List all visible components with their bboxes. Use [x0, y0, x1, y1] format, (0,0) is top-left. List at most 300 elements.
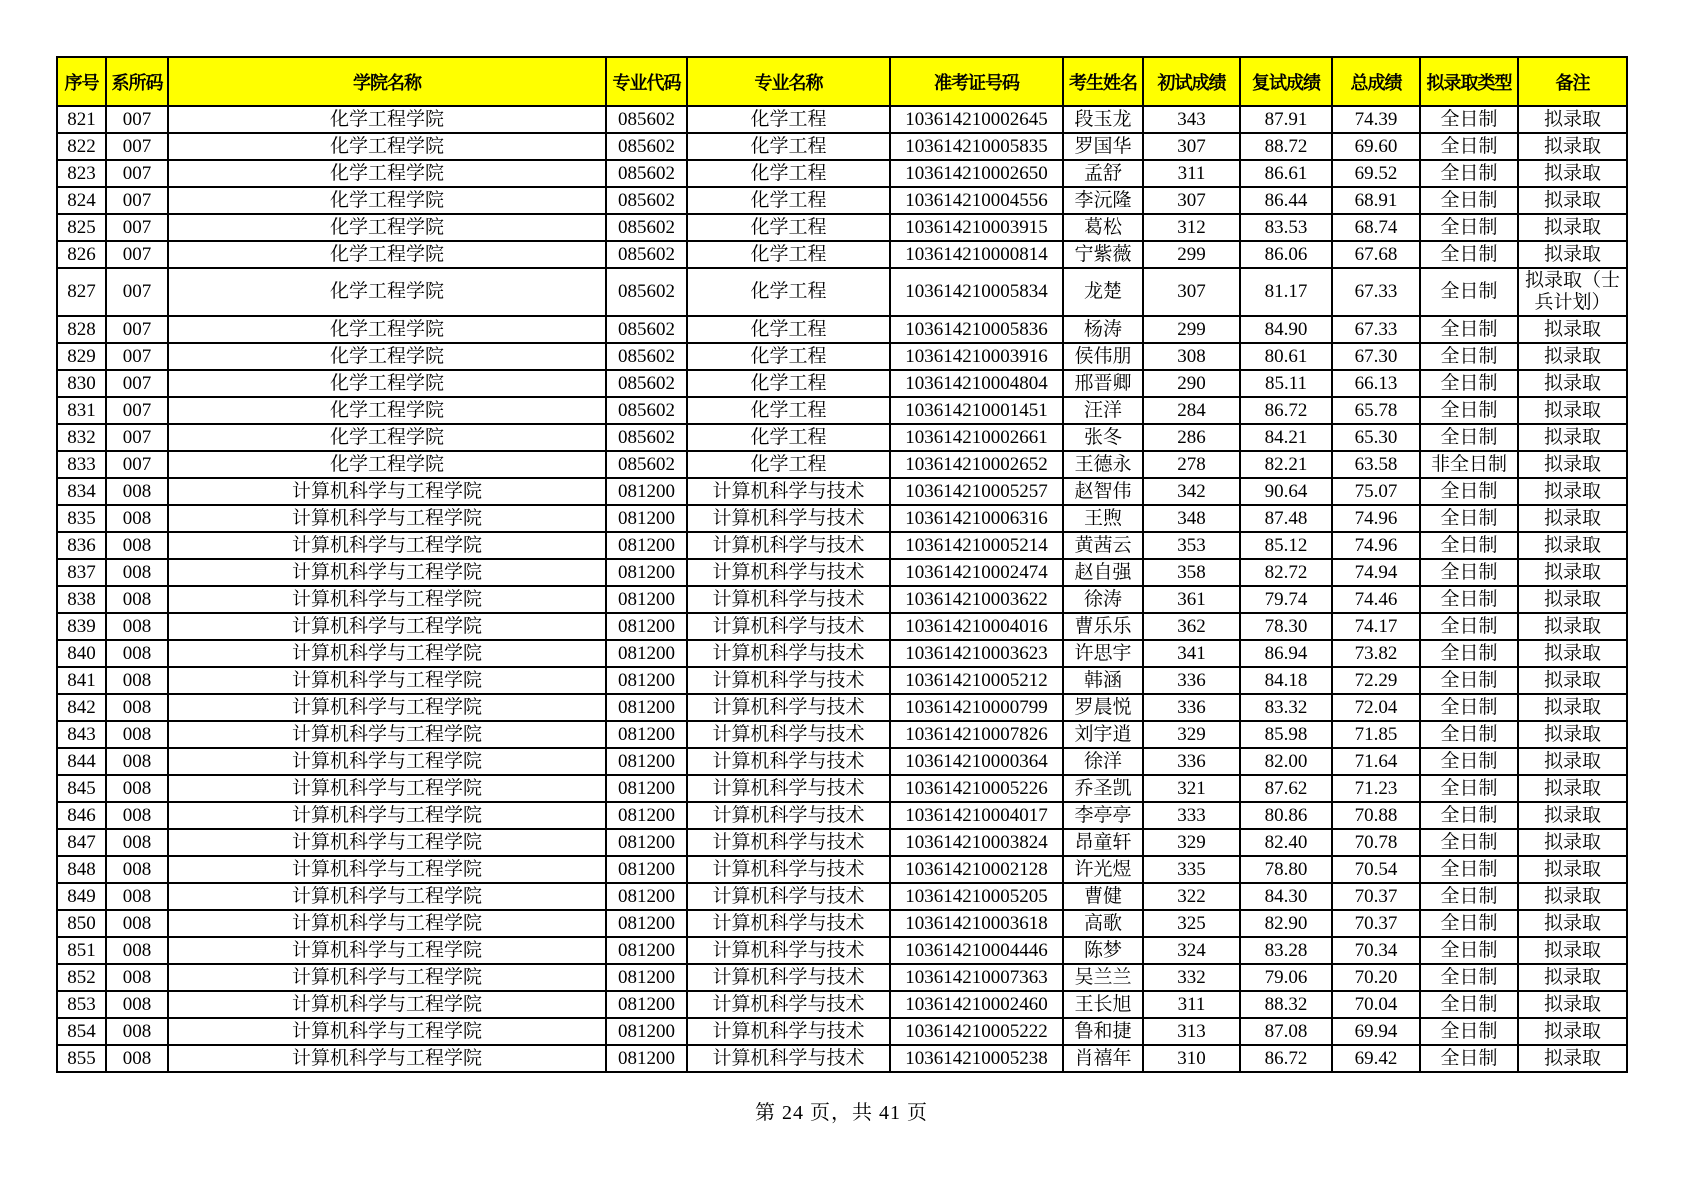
cell-retest-score: 80.86 [1240, 802, 1332, 829]
cell-total-score: 67.33 [1332, 268, 1420, 316]
cell-admission-type: 全日制 [1420, 478, 1518, 505]
cell-major-code: 081200 [606, 478, 687, 505]
cell-dept-code: 008 [106, 802, 168, 829]
cell-student-name: 徐洋 [1063, 748, 1143, 775]
cell-admission-type: 全日制 [1420, 829, 1518, 856]
cell-dept-code: 007 [106, 451, 168, 478]
cell-total-score: 69.94 [1332, 1018, 1420, 1045]
cell-admission-type: 全日制 [1420, 424, 1518, 451]
cell-initial-score: 311 [1143, 160, 1240, 187]
cell-initial-score: 286 [1143, 424, 1240, 451]
cell-dept-code: 007 [106, 316, 168, 343]
cell-major-name: 计算机科学与技术 [687, 532, 890, 559]
table-row [57, 829, 1627, 856]
cell-dept-code: 007 [106, 160, 168, 187]
cell-exam-id: 103614210004804 [890, 370, 1063, 397]
cell-student-name: 曹健 [1063, 883, 1143, 910]
cell-remark: 拟录取（士兵计划） [1518, 268, 1627, 316]
cell-college-name: 化学工程学院 [168, 451, 606, 478]
cell-exam-id: 103614210002128 [890, 856, 1063, 883]
cell-initial-score: 329 [1143, 829, 1240, 856]
cell-major-name: 计算机科学与技术 [687, 991, 890, 1018]
cell-initial-score: 307 [1143, 268, 1240, 316]
table-row [57, 424, 1627, 451]
cell-major-code: 081200 [606, 640, 687, 667]
cell-retest-score: 86.06 [1240, 241, 1332, 268]
cell-retest-score: 84.21 [1240, 424, 1332, 451]
cell-seq: 840 [57, 640, 106, 667]
cell-total-score: 69.42 [1332, 1045, 1420, 1072]
cell-student-name: 昂童轩 [1063, 829, 1143, 856]
cell-dept-code: 008 [106, 721, 168, 748]
cell-seq: 834 [57, 478, 106, 505]
cell-seq: 835 [57, 505, 106, 532]
cell-seq: 841 [57, 667, 106, 694]
cell-initial-score: 362 [1143, 613, 1240, 640]
cell-major-code: 081200 [606, 613, 687, 640]
cell-major-name: 化学工程 [687, 268, 890, 316]
cell-student-name: 王长旭 [1063, 991, 1143, 1018]
cell-college-name: 计算机科学与工程学院 [168, 613, 606, 640]
cell-college-name: 化学工程学院 [168, 397, 606, 424]
cell-retest-score: 87.48 [1240, 505, 1332, 532]
cell-exam-id: 103614210003915 [890, 214, 1063, 241]
cell-admission-type: 全日制 [1420, 910, 1518, 937]
cell-major-code: 085602 [606, 214, 687, 241]
cell-student-name: 陈梦 [1063, 937, 1143, 964]
cell-college-name: 化学工程学院 [168, 316, 606, 343]
cell-seq: 838 [57, 586, 106, 613]
cell-remark: 拟录取 [1518, 343, 1627, 370]
cell-dept-code: 008 [106, 748, 168, 775]
table-row [57, 613, 1627, 640]
cell-college-name: 计算机科学与工程学院 [168, 856, 606, 883]
cell-remark: 拟录取 [1518, 214, 1627, 241]
cell-remark: 拟录取 [1518, 316, 1627, 343]
cell-major-name: 计算机科学与技术 [687, 964, 890, 991]
cell-college-name: 计算机科学与工程学院 [168, 478, 606, 505]
cell-remark: 拟录取 [1518, 397, 1627, 424]
cell-exam-id: 103614210006316 [890, 505, 1063, 532]
cell-exam-id: 103614210002652 [890, 451, 1063, 478]
cell-exam-id: 103614210000364 [890, 748, 1063, 775]
cell-exam-id: 103614210005205 [890, 883, 1063, 910]
cell-exam-id: 103614210007363 [890, 964, 1063, 991]
cell-retest-score: 85.98 [1240, 721, 1332, 748]
cell-college-name: 计算机科学与工程学院 [168, 937, 606, 964]
cell-seq: 831 [57, 397, 106, 424]
cell-remark: 拟录取 [1518, 613, 1627, 640]
table-row [57, 343, 1627, 370]
cell-seq: 853 [57, 991, 106, 1018]
cell-major-code: 081200 [606, 910, 687, 937]
cell-seq: 832 [57, 424, 106, 451]
cell-dept-code: 007 [106, 241, 168, 268]
cell-seq: 837 [57, 559, 106, 586]
cell-major-name: 化学工程 [687, 370, 890, 397]
cell-major-name: 计算机科学与技术 [687, 856, 890, 883]
table-row [57, 667, 1627, 694]
cell-total-score: 71.85 [1332, 721, 1420, 748]
cell-major-code: 081200 [606, 991, 687, 1018]
cell-dept-code: 008 [106, 964, 168, 991]
cell-exam-id: 103614210005257 [890, 478, 1063, 505]
cell-remark: 拟录取 [1518, 802, 1627, 829]
cell-major-name: 计算机科学与技术 [687, 559, 890, 586]
cell-initial-score: 307 [1143, 187, 1240, 214]
cell-remark: 拟录取 [1518, 775, 1627, 802]
cell-remark: 拟录取 [1518, 640, 1627, 667]
cell-total-score: 74.94 [1332, 559, 1420, 586]
table-row [57, 187, 1627, 214]
cell-remark: 拟录取 [1518, 424, 1627, 451]
column-header-retest-score: 复试成绩 [1240, 57, 1332, 106]
cell-college-name: 化学工程学院 [168, 241, 606, 268]
cell-initial-score: 342 [1143, 478, 1240, 505]
cell-exam-id: 103614210005835 [890, 133, 1063, 160]
cell-admission-type: 全日制 [1420, 370, 1518, 397]
cell-major-name: 计算机科学与技术 [687, 829, 890, 856]
cell-major-code: 085602 [606, 424, 687, 451]
cell-seq: 844 [57, 748, 106, 775]
cell-student-name: 鲁和捷 [1063, 1018, 1143, 1045]
table-row [57, 316, 1627, 343]
cell-exam-id: 103614210001451 [890, 397, 1063, 424]
cell-student-name: 王德永 [1063, 451, 1143, 478]
cell-dept-code: 008 [106, 532, 168, 559]
cell-remark: 拟录取 [1518, 748, 1627, 775]
cell-seq: 847 [57, 829, 106, 856]
cell-retest-score: 82.72 [1240, 559, 1332, 586]
table-row [57, 802, 1627, 829]
cell-seq: 822 [57, 133, 106, 160]
cell-major-code: 081200 [606, 721, 687, 748]
cell-college-name: 计算机科学与工程学院 [168, 505, 606, 532]
cell-dept-code: 007 [106, 187, 168, 214]
cell-retest-score: 87.08 [1240, 1018, 1332, 1045]
cell-admission-type: 全日制 [1420, 613, 1518, 640]
cell-retest-score: 84.30 [1240, 883, 1332, 910]
cell-major-code: 085602 [606, 397, 687, 424]
cell-admission-type: 全日制 [1420, 991, 1518, 1018]
cell-total-score: 70.54 [1332, 856, 1420, 883]
cell-retest-score: 86.94 [1240, 640, 1332, 667]
cell-initial-score: 341 [1143, 640, 1240, 667]
cell-student-name: 汪洋 [1063, 397, 1143, 424]
cell-total-score: 70.20 [1332, 964, 1420, 991]
cell-remark: 拟录取 [1518, 187, 1627, 214]
cell-remark: 拟录取 [1518, 937, 1627, 964]
table-row [57, 775, 1627, 802]
cell-retest-score: 82.21 [1240, 451, 1332, 478]
cell-initial-score: 322 [1143, 883, 1240, 910]
cell-retest-score: 87.91 [1240, 106, 1332, 133]
cell-seq: 850 [57, 910, 106, 937]
table-row [57, 883, 1627, 910]
cell-total-score: 75.07 [1332, 478, 1420, 505]
cell-retest-score: 86.61 [1240, 160, 1332, 187]
table-row [57, 991, 1627, 1018]
cell-seq: 829 [57, 343, 106, 370]
cell-dept-code: 007 [106, 370, 168, 397]
cell-college-name: 计算机科学与工程学院 [168, 883, 606, 910]
cell-exam-id: 103614210002645 [890, 106, 1063, 133]
cell-seq: 839 [57, 613, 106, 640]
cell-dept-code: 007 [106, 106, 168, 133]
table-row [57, 133, 1627, 160]
column-header-major-name: 专业名称 [687, 57, 890, 106]
cell-major-name: 计算机科学与技术 [687, 667, 890, 694]
cell-seq: 848 [57, 856, 106, 883]
cell-seq: 830 [57, 370, 106, 397]
cell-admission-type: 全日制 [1420, 883, 1518, 910]
cell-admission-type: 全日制 [1420, 505, 1518, 532]
cell-total-score: 74.17 [1332, 613, 1420, 640]
cell-admission-type: 全日制 [1420, 937, 1518, 964]
cell-remark: 拟录取 [1518, 883, 1627, 910]
cell-student-name: 徐涛 [1063, 586, 1143, 613]
cell-admission-type: 全日制 [1420, 133, 1518, 160]
cell-initial-score: 310 [1143, 1045, 1240, 1072]
cell-major-name: 计算机科学与技术 [687, 802, 890, 829]
cell-major-code: 081200 [606, 964, 687, 991]
cell-initial-score: 336 [1143, 748, 1240, 775]
cell-remark: 拟录取 [1518, 133, 1627, 160]
cell-student-name: 许光煜 [1063, 856, 1143, 883]
cell-initial-score: 358 [1143, 559, 1240, 586]
cell-initial-score: 299 [1143, 241, 1240, 268]
table-row [57, 478, 1627, 505]
table-row [57, 559, 1627, 586]
cell-initial-score: 311 [1143, 991, 1240, 1018]
cell-remark: 拟录取 [1518, 991, 1627, 1018]
cell-retest-score: 82.00 [1240, 748, 1332, 775]
cell-admission-type: 全日制 [1420, 343, 1518, 370]
cell-admission-type: 全日制 [1420, 241, 1518, 268]
cell-admission-type: 全日制 [1420, 316, 1518, 343]
cell-admission-type: 全日制 [1420, 214, 1518, 241]
cell-initial-score: 321 [1143, 775, 1240, 802]
cell-initial-score: 333 [1143, 802, 1240, 829]
cell-seq: 824 [57, 187, 106, 214]
cell-seq: 823 [57, 160, 106, 187]
cell-remark: 拟录取 [1518, 910, 1627, 937]
cell-initial-score: 307 [1143, 133, 1240, 160]
column-header-dept-code: 系所码 [106, 57, 168, 106]
cell-initial-score: 343 [1143, 106, 1240, 133]
cell-major-name: 化学工程 [687, 133, 890, 160]
cell-student-name: 赵自强 [1063, 559, 1143, 586]
cell-major-name: 化学工程 [687, 451, 890, 478]
cell-total-score: 69.52 [1332, 160, 1420, 187]
cell-exam-id: 103614210004016 [890, 613, 1063, 640]
cell-major-code: 085602 [606, 160, 687, 187]
cell-major-code: 085602 [606, 370, 687, 397]
cell-initial-score: 278 [1143, 451, 1240, 478]
cell-initial-score: 312 [1143, 214, 1240, 241]
cell-college-name: 计算机科学与工程学院 [168, 586, 606, 613]
cell-initial-score: 325 [1143, 910, 1240, 937]
cell-student-name: 葛松 [1063, 214, 1143, 241]
cell-retest-score: 86.44 [1240, 187, 1332, 214]
cell-exam-id: 103614210002650 [890, 160, 1063, 187]
cell-retest-score: 86.72 [1240, 1045, 1332, 1072]
cell-retest-score: 80.61 [1240, 343, 1332, 370]
cell-exam-id: 103614210005222 [890, 1018, 1063, 1045]
cell-major-code: 085602 [606, 316, 687, 343]
cell-dept-code: 008 [106, 478, 168, 505]
cell-admission-type: 全日制 [1420, 721, 1518, 748]
cell-student-name: 李亭亭 [1063, 802, 1143, 829]
cell-retest-score: 86.72 [1240, 397, 1332, 424]
cell-college-name: 计算机科学与工程学院 [168, 748, 606, 775]
cell-retest-score: 87.62 [1240, 775, 1332, 802]
cell-student-name: 许思宇 [1063, 640, 1143, 667]
cell-major-code: 081200 [606, 775, 687, 802]
table-row [57, 241, 1627, 268]
cell-major-name: 计算机科学与技术 [687, 1018, 890, 1045]
cell-dept-code: 007 [106, 424, 168, 451]
cell-student-name: 邢晋卿 [1063, 370, 1143, 397]
cell-major-name: 化学工程 [687, 397, 890, 424]
cell-total-score: 66.13 [1332, 370, 1420, 397]
cell-total-score: 70.04 [1332, 991, 1420, 1018]
cell-dept-code: 008 [106, 856, 168, 883]
cell-seq: 845 [57, 775, 106, 802]
cell-dept-code: 008 [106, 640, 168, 667]
cell-college-name: 计算机科学与工程学院 [168, 667, 606, 694]
cell-admission-type: 全日制 [1420, 964, 1518, 991]
cell-major-code: 081200 [606, 937, 687, 964]
cell-total-score: 70.37 [1332, 883, 1420, 910]
cell-admission-type: 全日制 [1420, 268, 1518, 316]
cell-college-name: 计算机科学与工程学院 [168, 559, 606, 586]
cell-initial-score: 353 [1143, 532, 1240, 559]
cell-college-name: 化学工程学院 [168, 133, 606, 160]
cell-major-name: 计算机科学与技术 [687, 640, 890, 667]
cell-student-name: 吴兰兰 [1063, 964, 1143, 991]
cell-exam-id: 103614210000799 [890, 694, 1063, 721]
cell-exam-id: 103614210004017 [890, 802, 1063, 829]
cell-total-score: 67.30 [1332, 343, 1420, 370]
cell-initial-score: 336 [1143, 667, 1240, 694]
cell-admission-type: 全日制 [1420, 532, 1518, 559]
cell-seq: 826 [57, 241, 106, 268]
cell-initial-score: 324 [1143, 937, 1240, 964]
cell-remark: 拟录取 [1518, 106, 1627, 133]
cell-remark: 拟录取 [1518, 559, 1627, 586]
cell-remark: 拟录取 [1518, 856, 1627, 883]
cell-student-name: 侯伟朋 [1063, 343, 1143, 370]
cell-seq: 846 [57, 802, 106, 829]
cell-student-name: 赵智伟 [1063, 478, 1143, 505]
column-header-major-code: 专业代码 [606, 57, 687, 106]
cell-retest-score: 81.17 [1240, 268, 1332, 316]
table-row [57, 586, 1627, 613]
cell-total-score: 74.46 [1332, 586, 1420, 613]
table-row [57, 532, 1627, 559]
cell-dept-code: 008 [106, 937, 168, 964]
cell-major-code: 081200 [606, 1045, 687, 1072]
cell-major-name: 化学工程 [687, 316, 890, 343]
cell-retest-score: 88.32 [1240, 991, 1332, 1018]
cell-dept-code: 008 [106, 1018, 168, 1045]
cell-total-score: 70.34 [1332, 937, 1420, 964]
cell-retest-score: 85.12 [1240, 532, 1332, 559]
cell-exam-id: 103614210002474 [890, 559, 1063, 586]
cell-retest-score: 83.32 [1240, 694, 1332, 721]
cell-total-score: 70.37 [1332, 910, 1420, 937]
cell-total-score: 74.96 [1332, 505, 1420, 532]
table-row [57, 748, 1627, 775]
cell-college-name: 化学工程学院 [168, 370, 606, 397]
cell-major-name: 计算机科学与技术 [687, 586, 890, 613]
cell-admission-type: 全日制 [1420, 559, 1518, 586]
table-row [57, 106, 1627, 133]
cell-major-name: 计算机科学与技术 [687, 505, 890, 532]
table-row [57, 268, 1627, 316]
cell-total-score: 70.78 [1332, 829, 1420, 856]
cell-exam-id: 103614210003916 [890, 343, 1063, 370]
cell-total-score: 74.96 [1332, 532, 1420, 559]
table-header-row [57, 57, 1627, 106]
cell-student-name: 黄茜云 [1063, 532, 1143, 559]
cell-remark: 拟录取 [1518, 1018, 1627, 1045]
cell-total-score: 63.58 [1332, 451, 1420, 478]
admission-table [56, 56, 1628, 1073]
cell-major-name: 计算机科学与技术 [687, 478, 890, 505]
cell-major-code: 085602 [606, 133, 687, 160]
cell-major-name: 计算机科学与技术 [687, 1045, 890, 1072]
table-row [57, 397, 1627, 424]
cell-total-score: 68.91 [1332, 187, 1420, 214]
cell-retest-score: 83.28 [1240, 937, 1332, 964]
cell-exam-id: 103614210007826 [890, 721, 1063, 748]
cell-retest-score: 83.53 [1240, 214, 1332, 241]
cell-student-name: 孟舒 [1063, 160, 1143, 187]
cell-initial-score: 299 [1143, 316, 1240, 343]
cell-college-name: 化学工程学院 [168, 106, 606, 133]
cell-college-name: 化学工程学院 [168, 268, 606, 316]
cell-admission-type: 全日制 [1420, 748, 1518, 775]
cell-dept-code: 007 [106, 268, 168, 316]
cell-college-name: 化学工程学院 [168, 214, 606, 241]
cell-exam-id: 103614210003824 [890, 829, 1063, 856]
cell-student-name: 乔圣凯 [1063, 775, 1143, 802]
cell-retest-score: 79.74 [1240, 586, 1332, 613]
cell-total-score: 74.39 [1332, 106, 1420, 133]
cell-dept-code: 008 [106, 694, 168, 721]
cell-student-name: 罗晨悦 [1063, 694, 1143, 721]
cell-initial-score: 308 [1143, 343, 1240, 370]
cell-initial-score: 313 [1143, 1018, 1240, 1045]
table-row [57, 856, 1627, 883]
cell-major-name: 化学工程 [687, 424, 890, 451]
cell-retest-score: 84.18 [1240, 667, 1332, 694]
cell-student-name: 韩涵 [1063, 667, 1143, 694]
cell-major-name: 化学工程 [687, 160, 890, 187]
cell-exam-id: 103614210003618 [890, 910, 1063, 937]
cell-student-name: 曹乐乐 [1063, 613, 1143, 640]
cell-total-score: 67.68 [1332, 241, 1420, 268]
cell-dept-code: 008 [106, 775, 168, 802]
column-header-admission-type: 拟录取类型 [1420, 57, 1518, 106]
cell-seq: 827 [57, 268, 106, 316]
cell-college-name: 化学工程学院 [168, 424, 606, 451]
cell-total-score: 65.78 [1332, 397, 1420, 424]
cell-student-name: 段玉龙 [1063, 106, 1143, 133]
cell-exam-id: 103614210002460 [890, 991, 1063, 1018]
